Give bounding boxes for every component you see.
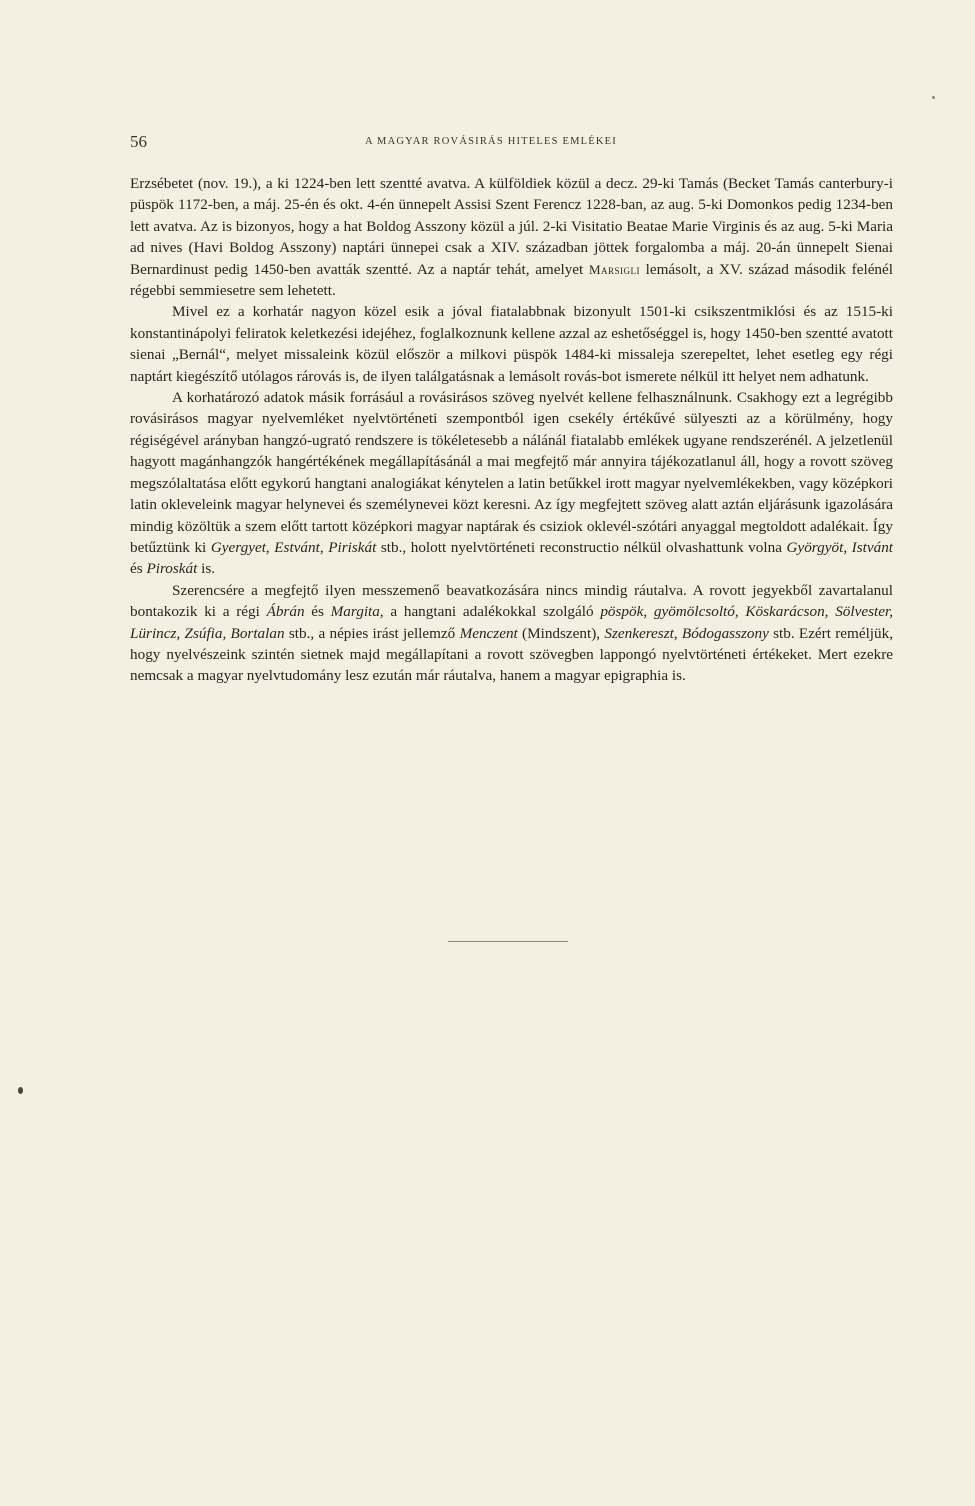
paragraph-1: Erzsébetet (nov. 19.), a ki 1224-ben lett szentté avatva. A külföldiek közül a decz. 29-ki Tamás (Becket Tamás canterbury-i püspök 1172-ben, a máj. 25-én és okt. 4-én ünnepelt Assisi Szent Ferencz 1228-ban, az aug. 5-ki Domonkos pedig 1234-ben lett avatva. Az is bizonyos, hogy a hat Boldog Asszony közül a júl. 2-ki Visitatio Beatae Marie Virginis és az aug. 5-ki Maria ad nives (Havi Boldog Asszony) naptári ünnepei csak a XIV. században jöttek forgalomba a máj. 20-án ünnepelt Sienai Bernardinust pedig 1450-ben avatták szentté. Az a naptár tehát, amelyet Marsigli lemásolt, a XV. század második felénél régebbi semmiesetre sem lehetett. <box>130 175 893 300</box>
end-rule <box>448 941 568 942</box>
body-text <box>130 173 893 687</box>
page-number: 56 <box>130 132 147 151</box>
ink-speck <box>932 96 935 99</box>
paragraph-4: Szerencsére a megfejtő ilyen messzemenő beavatkozására nincs mindig ráutalva. A rovott jegyekből zavartalanul bontakozik ki a régi Ábrán és Margita, a hangtani adalékokkal szolgáló pöspök, gyömölcsoltó, Köskarácson, Sölvester, Lürincz, Zsúfia, Bortalan stb., a népies irást jellemző Menczent (Mindszent), Szenkereszt, Bódogasszony stb. Ezért reméljük, hogy nyelvészeink szintén sietnek majd megállapítani a rovott szövegben lappongó nyelvtörténeti értékeket. Mert ezekre nemcsak a magyar nyelvtudomány lesz ezután már ráutalva, hanem a magyar epigraphia is. <box>130 581 894 685</box>
paragraph-3: A korhatározó adatok másik forrásául a rovásirásos szöveg nyelvét kellene felhasználnunk. Csakhogy ezt a legrégibb rovásirásos magyar nyelvemléket nyelvtörténeti szempontból igen csekély értékűvé sülyeszti az a körülmény, hogy régiségével arányban hangzó-ugrató rendszere is tökéletesebb a nálánál fiatalabb emlékek ugyane rendszerénél. A jelzetlenül hagyott magánhangzók hangértékének megállapításánál a mai megfejtő már annyira tájékozatlanul áll, hogy a rovott szöveg megszólaltatása előtt egykorú hangtani analogiákat kénytelen a latin betűkkel irott magyar nyelvemlékekben, vagy középkori latin okleveleink magyar helynevei és személynevei közt keresni. Az így megfejtett szöveg alatt aztán eljárásunk igazolására mindig közöltük a szem előtt tartott középkori magyar naptárak és csiziok oklevél-szótári anyaggal megtoldott adalékait. Így betűztünk ki Gyergyet, Estvánt, Piriskát stb., holott nyelvtörténeti reconstructio nélkül olvashattunk volna Györgyöt, Istvánt és Piroskát is. <box>130 389 894 578</box>
ink-speck <box>18 1087 23 1094</box>
page-header <box>130 132 865 154</box>
author-name: Marsigli <box>588 261 640 277</box>
paragraph-2: Mivel ez a korhatár nagyon közel esik a jóval fiatalabbnak bizonyult 1501-ki csikszentmiklósi és az 1515-ki konstantinápolyi feliratok keletkezési idejéhez, foglalkoznunk kellene azzal az eshetőséggel is, hogy 1450-ben szentté avatott sienai „Bernál“, melyet missaleink közül először a milkovi püspök 1484-ki missaleja szerepeltet, lehet esetleg egy régi naptárt kiegészítő utólagos rárovás is, de ilyen találgatásnak a lemásolt rovás-bot ismerete nélkül itt helyet nem adhatunk. <box>130 303 893 385</box>
running-head: A MAGYAR ROVÁSIRÁS HITELES EMLÉKEI <box>365 136 617 147</box>
